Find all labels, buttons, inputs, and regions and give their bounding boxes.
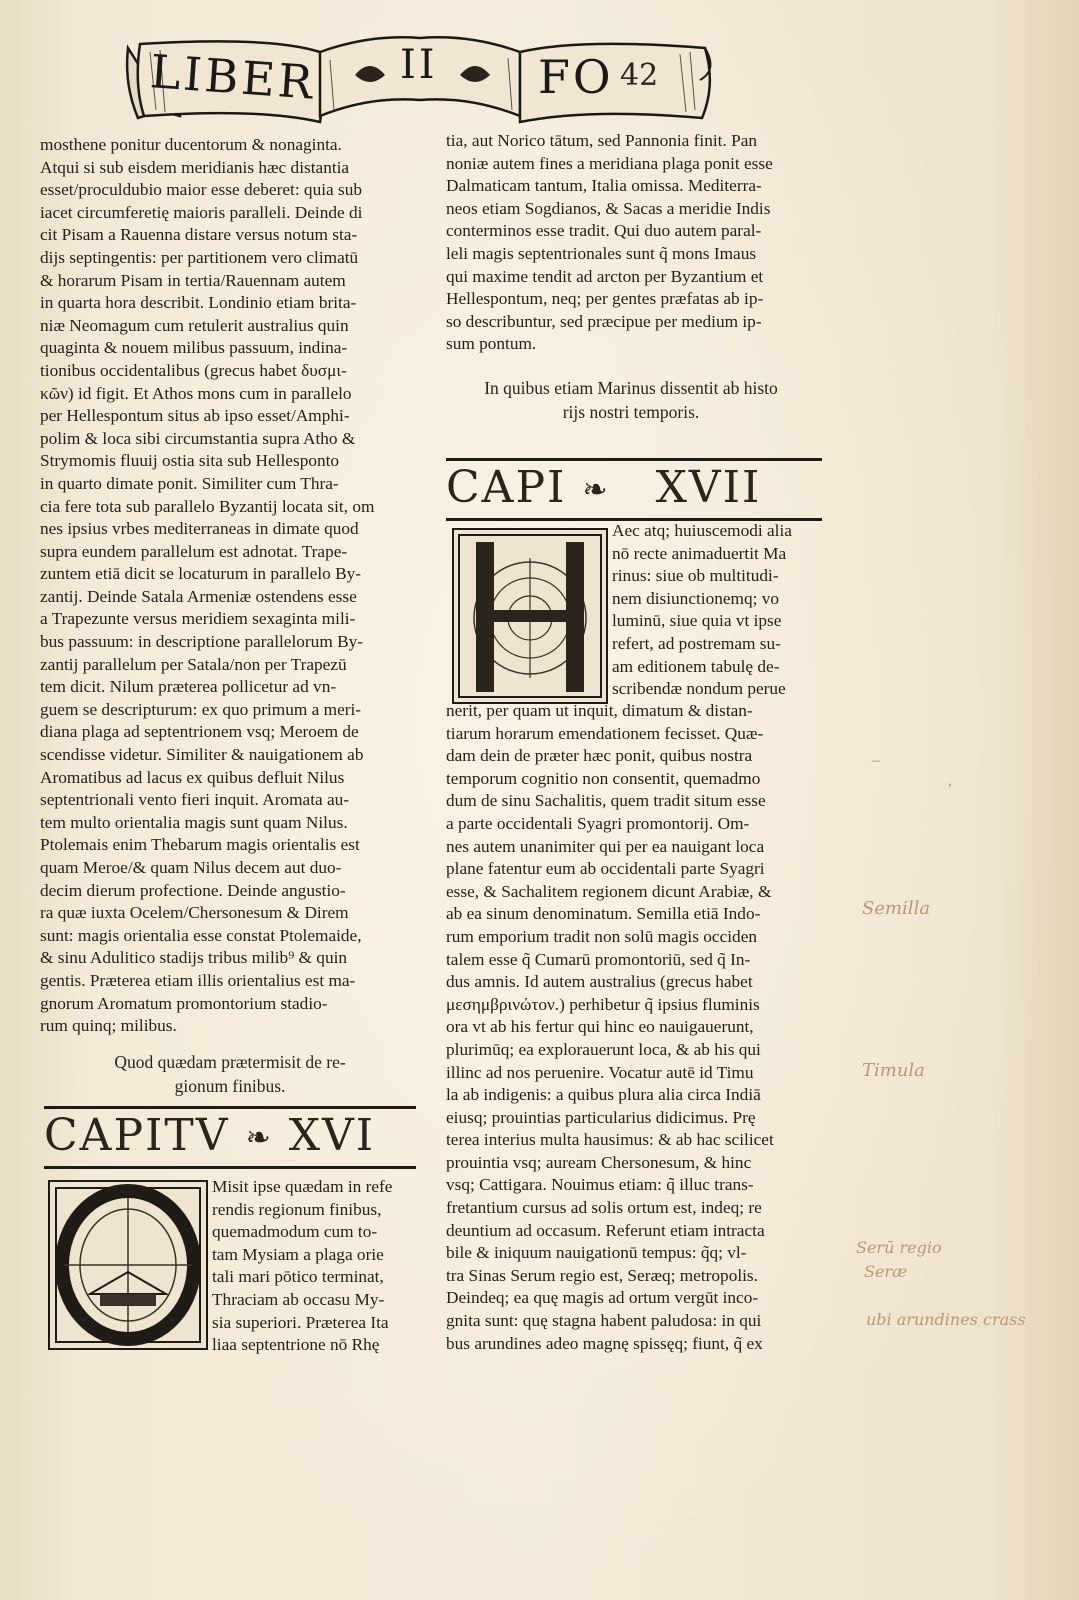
marginal-note: Semilla — [862, 898, 931, 919]
left-column-line: Ptolemais enim Thebarum magis orientalis est — [40, 835, 360, 855]
chapter-17-line: talem esse q̃ Cumarū promontoriū, sed q̃ In- — [446, 949, 751, 969]
right-column-text — [446, 130, 826, 356]
marginal-note: Seræ — [864, 1262, 908, 1281]
header-folio-word: FO — [538, 50, 614, 104]
chapter-17-line: rum emporium tradit non solū magis occiden — [446, 926, 758, 946]
left-column-line: decim dierum profectione. Deinde angustio- — [40, 880, 346, 900]
chapter-17-line: tiarum horarum emendationem fecisset. Quæ- — [446, 723, 764, 743]
chapter-16-line: sia superiori. Præterea Ita — [212, 1312, 389, 1332]
right-column-line: Hellespontum, neq; per gentes præfatas ab ip- — [446, 289, 764, 309]
left-column-line: cit Pisam a Rauenna distare versus notum sta- — [40, 225, 358, 245]
header-banner — [120, 30, 720, 130]
chapter-17-text — [446, 700, 826, 1355]
chapter-17-line: gnita sunt: quę stagna habent paludosa: in qui — [446, 1311, 762, 1331]
woodcut-o-icon — [50, 1182, 206, 1348]
left-column-line: Strymomis fluuij ostia sita sub Hellesponto — [40, 451, 340, 471]
chapter-17-line: fretantium cursus ad solis ortum est, indeq; re — [446, 1198, 762, 1218]
right-column-line: sum pontum. — [446, 334, 537, 354]
chapter-17-line: dam dein de præter hæc ponit, quibus nostra — [446, 746, 753, 766]
margin-tick-mark: , — [948, 772, 952, 789]
left-column-line: ra quæ iuxta Ocelem/Chersonesum & Direm — [40, 903, 349, 923]
left-column-line: esset/proculdubio maior esse deberet: quia sub — [40, 180, 363, 200]
left-column-line: iacet circumferetię maioris paralleli. Deinde di — [40, 202, 363, 222]
left-column-line: gnorum Aromatum promontorium stadio- — [40, 993, 328, 1013]
chapter-17-line: Deindeq; ea quę magis ad ortum vergūt inco- — [446, 1288, 759, 1308]
left-column-text — [40, 134, 420, 1038]
left-rubric-line: gionum finibus. — [174, 1076, 286, 1096]
chapter-17-line: bus arundines adeo magnę spissęq; fiunt, q̃ ex — [446, 1333, 763, 1353]
left-column-line: & horarum Pisam in tertia/Rauennam autem — [40, 270, 346, 290]
left-column-line: a Trapezunte versus meridiem sexaginta mili- — [40, 609, 356, 629]
left-column-line: tem multo orientalia magis sunt quam Nilus. — [40, 812, 348, 832]
left-column-line: bus passuum: in descriptione parallelorum By- — [40, 632, 364, 652]
chapter-17-line: esse, & Sachalitem regionem dicunt Arabiæ, & — [446, 881, 772, 901]
chapter-17-heading — [446, 458, 822, 521]
margin-tick-mark: – — [872, 752, 880, 769]
chapter-17-initial-line: rinus: siue ob multitudi- — [612, 566, 779, 586]
left-column-line: zuntem etiā dicit se locaturum in parallelo By- — [40, 564, 362, 584]
chapter-17-number: XVII — [655, 462, 762, 513]
chapter-16-text — [212, 1176, 422, 1357]
chapter-17-initial-line: am editionem tabulę de- — [612, 656, 780, 676]
chapter-17-initial-text — [612, 520, 826, 701]
marginal-note: Timula — [862, 1060, 925, 1081]
woodcut-h-icon — [454, 530, 606, 702]
chapter-17-line: ora vt ab his fertur qui hinc eo nauigauerunt, — [446, 1017, 754, 1037]
chapter-17-line: nerit, per quam ut inquit, dimatum & distan- — [446, 701, 753, 720]
chapter-17-line: μεσημβρινώτον.) perhibetur q̃ ipsius fluminis — [446, 994, 760, 1014]
right-column-line: Dalmaticam tantum, Italia omissa. Mediterra- — [446, 176, 762, 196]
left-rubric-line: Quod quædam prætermisit de re- — [114, 1052, 346, 1072]
chapter-17-line: plane fatentur eum ab occidentali parte Syagri — [446, 859, 765, 879]
left-column-line: tem dicit. Nilum præterea pollicetur ad vn- — [40, 677, 337, 697]
left-column-line: scendisse videtur. Similiter & nauigationem ab — [40, 745, 364, 765]
chapter-16-heading — [44, 1106, 416, 1169]
chapter-17-initial-line: luminū, siue quia vt ipse — [612, 611, 782, 631]
chapter-17-line: temporum cognitio non consentit, quemadmo — [446, 768, 761, 788]
chapter-17-line: deuntium ad occasum. Referunt etiam intracta — [446, 1220, 765, 1240]
right-column-line: noniæ autem fines a meridiana plaga ponit esse — [446, 153, 773, 173]
left-column-line: quaginta & nouem milibus passuum, indina- — [40, 338, 348, 358]
woodcut-initial-h — [452, 528, 608, 704]
chapter-16-line: Misit ipse quædam in refe — [212, 1177, 393, 1196]
chapter-17-line: illinc ad nos peruenire. Vocatur autē id Timu — [446, 1062, 754, 1082]
chapter-17-line: nes autem unanimiter qui per ea nauigant loca — [446, 836, 765, 856]
chapter-17-initial-line: scribendæ nondum perue — [612, 679, 786, 699]
marginal-note: Serū regio — [856, 1238, 942, 1257]
chapter-17-initial-line: nem disiunctionemq; vo — [612, 588, 780, 608]
chapter-16-number: XVI — [288, 1110, 376, 1161]
chapter-16-line: tam Mysiam a plaga orie — [212, 1244, 384, 1264]
right-rubric-line: In quibus etiam Marinus dissentit ab histo — [484, 378, 778, 398]
chapter-17-line: terea interius multa hausimus: & ab hac scilicet — [446, 1130, 774, 1150]
chapter-17-initial-line: Aec atq; huiuscemodi alia — [612, 521, 792, 540]
left-column-line: zantij. Deinde Satala Armeniæ ostendens esse — [40, 586, 357, 606]
chapter-16-line: tali mari pōtico terminat, — [212, 1267, 384, 1287]
chapter-17-line: eiusq; prouintias particularius didicimus. Prę — [446, 1107, 756, 1127]
left-column-line: gentis. Præterea etiam illis orientalius est ma- — [40, 970, 356, 990]
right-column-line: conterminos esse tradit. Qui duo autem paral- — [446, 221, 762, 241]
left-column-line: nes ipsius vrbes mediterraneas in dimate quod — [40, 519, 359, 539]
chapter-16-line: quemadmodum cum to- — [212, 1222, 378, 1242]
chapter-17-initial-line: nō recte animaduertit Ma — [612, 543, 787, 563]
left-column-line: in quarta hora describit. Londinio etiam brita- — [40, 293, 357, 313]
left-column-line: septentrionali vento fieri inquit. Aromata au- — [40, 790, 350, 810]
left-column-line: cia fere tota sub parallelo Byzantij locata sit, om — [40, 496, 375, 516]
right-rubric-line: rijs nostri temporis. — [562, 402, 700, 422]
chapter-16-line: rendis regionum finibus, — [212, 1199, 382, 1219]
left-column-line: polim & loca sibi circumstantia supra Atho & — [40, 428, 356, 448]
chapter-17-line: vsq; Cattigara. Nouimus etiam: q̃ illuc trans- — [446, 1175, 754, 1195]
chapter-17-line: prouintia vsq; auream Chersonesum, & hinc — [446, 1152, 752, 1172]
left-column-line: supra eundem parallelum est adnotat. Trape- — [40, 541, 348, 561]
chapter-17-line: a parte occidentali Syagri promontorij. Om- — [446, 813, 750, 833]
right-rubric — [446, 376, 816, 424]
chapter-17-word: CAPI — [446, 462, 567, 513]
left-column-line: rum quinq; milibus. — [40, 1016, 177, 1036]
right-column-line: leli magis septentrionales sunt q̃ mons Imaus — [446, 243, 757, 263]
left-column-line: zantij parallelum per Satala/non per Trapezū — [40, 654, 347, 674]
chapter-17-line: tra Sinas Serum regio est, Seræq; metropolis. — [446, 1265, 758, 1285]
left-column-line: Atqui si sub eisdem meridianis hæc distantia — [40, 157, 350, 177]
chapter-17-line: dus amnis. Id autem australius (grecus habet — [446, 972, 753, 992]
left-rubric — [40, 1050, 420, 1098]
header-roman-numeral: II — [400, 42, 438, 88]
header-left-word: LIBER — [148, 44, 318, 110]
right-column-line: tia, aut Norico tātum, sed Pannonia finit. Pan — [446, 131, 758, 150]
chapter-17-line: bile & iniquum nauigationū tempus: q̃q; vl- — [446, 1243, 747, 1263]
chapter-17-line: dum de sinu Sachalitis, quem tradit situm esse — [446, 791, 766, 811]
left-column-line: quam Meroe/& quam Nilus decem aut duo- — [40, 858, 342, 877]
left-column-line: in quarto dimate ponit. Similiter cum Thra- — [40, 473, 339, 493]
woodcut-initial-o — [48, 1180, 208, 1350]
right-column-line: neos etiam Sogdianos, & Sacas a meridie Indis — [446, 198, 771, 218]
left-column-line: diana plaga ad septentrionem vsq; Meroem de — [40, 722, 359, 742]
right-column-line: so describuntur, sed præcipue per medium ip- — [446, 311, 762, 331]
left-column-line: niæ Neomagum cum retulerit australius quin — [40, 315, 349, 335]
fleuron-icon: ❧ — [582, 472, 610, 508]
fleuron-icon: ❧ — [245, 1120, 273, 1156]
chapter-16-line: liaa septentrione nō Rhę — [212, 1335, 380, 1355]
left-column-line: sunt: magis orientalia esse constat Ptolemaide, — [40, 925, 362, 945]
left-column-line: per Hellespontum situs ab ipso esset/Amphi- — [40, 406, 350, 426]
left-column-line: Aromatibus ad lacus ex quibus defluit Nilus — [40, 767, 345, 787]
left-column-line: mosthene ponitur ducentorum & nonaginta. — [40, 135, 342, 154]
left-column-line: guem se descripturum: ex quo primum a meri- — [40, 699, 362, 719]
marginal-note: ubi arundines crass — [866, 1310, 1026, 1329]
right-column-line: qui maxime tendit ad arcton per Byzantium et — [446, 266, 764, 286]
left-column-line: κῶν) id figit. Et Athos mons cum in parallelo — [40, 383, 352, 403]
chapter-16-word: CAPITV — [44, 1110, 230, 1161]
chapter-17-initial-line: refert, ad postremam su- — [612, 633, 781, 653]
chapter-17-line: la ab indigenis: a quibus plura alia circa Indiā — [446, 1085, 761, 1105]
left-column-line: tionibus occidentalibus (grecus habet δυσμι- — [40, 360, 347, 380]
left-column-line: & sinu Adulitico stadijs tribus milib⁹ & quin — [40, 948, 348, 968]
chapter-17-line: ab ea sinum denominatum. Semilla etiā Indo- — [446, 904, 761, 924]
chapter-17-line: plurimūq; ea explorauerunt loca, & ab his qui — [446, 1039, 761, 1059]
left-column-line: dijs septingentis: per partitionem vero climatū — [40, 247, 359, 267]
chapter-16-line: Thraciam ab occasu My- — [212, 1289, 385, 1309]
folio-number: 42 — [620, 58, 659, 93]
